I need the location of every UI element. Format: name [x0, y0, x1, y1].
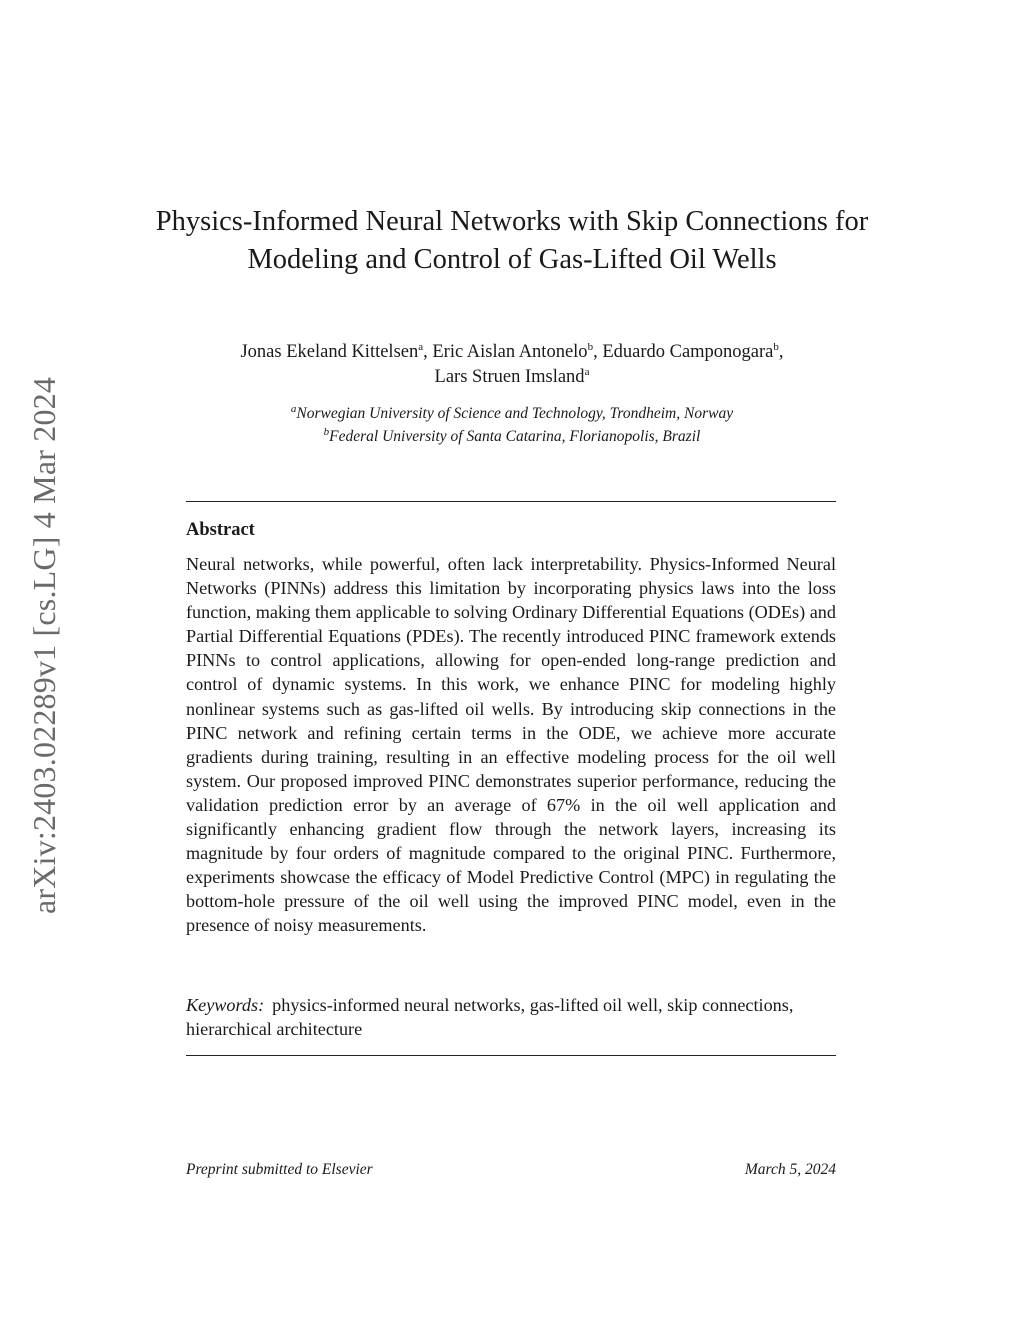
- author-affiliation-mark: b: [773, 340, 779, 353]
- affiliation: [150, 425, 874, 448]
- author-affiliation-mark: a: [584, 365, 590, 378]
- author-affiliation-mark: b: [587, 340, 594, 353]
- abstract-heading: Abstract: [186, 520, 255, 540]
- abstract-text: Neural networks, while powerful, often lack interpretability. Physics-Informed Neural Networks (PINNs) address this limitation by incorporating physics laws into the loss function, making them applicable to solving Ordinary Differential Equations (ODEs) and Partial Differential Equations (PDEs). The recently introduced PINC framework extends PINNs to control applications, allowing for open-ended long-range prediction and control of dynamic systems. In this work, we enhance PINC for modeling highly nonlinear systems such as gas-lifted oil wells. By introducing skip connections in the PINC network and refining certain terms in the ODE, we achieve more accurate gradients during training, resulting in an effective modeling process for the oil well system. Our proposed improved PINC demonstrates superior performance, reducing the validation prediction error by an average of 67% in the oil well application and significantly enhancing gradient flow through the network layers, increasing its magnitude by four orders of magnitude compared to the original PINC. Furthermore, experiments showcase the efficacy of Model Predictive Control (MPC) in regulating the bottom-hole pressure of the oil well using the improved PINC model, even in the presence of noisy measurements.: [186, 554, 836, 936]
- author-separator: ,: [778, 342, 784, 362]
- author-name: Eduardo Camponogara: [602, 342, 774, 362]
- author-separator: ,: [593, 342, 603, 362]
- affiliation-mark: a: [290, 402, 297, 415]
- affiliation-text: Federal University of Santa Catarina, Florianopolis, Brazil: [329, 428, 701, 445]
- affiliation-text: Norwegian University of Science and Technology, Trondheim, Norway: [296, 405, 734, 422]
- arxiv-identifier: arXiv:2403.02289v1 [cs.LG] 4 Mar 2024: [26, 376, 62, 914]
- author-list: [150, 340, 874, 389]
- paper-title: Physics-Informed Neural Networks with Skip Connections for Modeling and Control of Gas-Lifted Oil Wells: [155, 206, 869, 275]
- keywords-text: physics-informed neural networks, gas-lifted oil well, skip connections, hierarchical architecture: [186, 995, 794, 1040]
- affiliation-mark: b: [323, 425, 330, 438]
- keywords: [186, 993, 836, 1041]
- footer-preprint-note: Preprint submitted to Elsevier: [186, 1161, 373, 1178]
- author-name: Eric Aislan Antonelo: [432, 342, 588, 362]
- abstract-top-rule: [186, 501, 836, 502]
- affiliation-list: [150, 402, 874, 448]
- abstract-bottom-rule: [186, 1055, 836, 1056]
- affiliation: [150, 402, 874, 425]
- author-separator: ,: [423, 342, 433, 362]
- keywords-label: Keywords:: [186, 995, 265, 1015]
- author-affiliation-mark: a: [418, 340, 424, 353]
- footer-date: March 5, 2024: [744, 1161, 836, 1178]
- author-name: Lars Struen Imsland: [434, 366, 585, 387]
- page-footer: [186, 1160, 836, 1180]
- author-name: Jonas Ekeland Kittelsen: [240, 342, 419, 362]
